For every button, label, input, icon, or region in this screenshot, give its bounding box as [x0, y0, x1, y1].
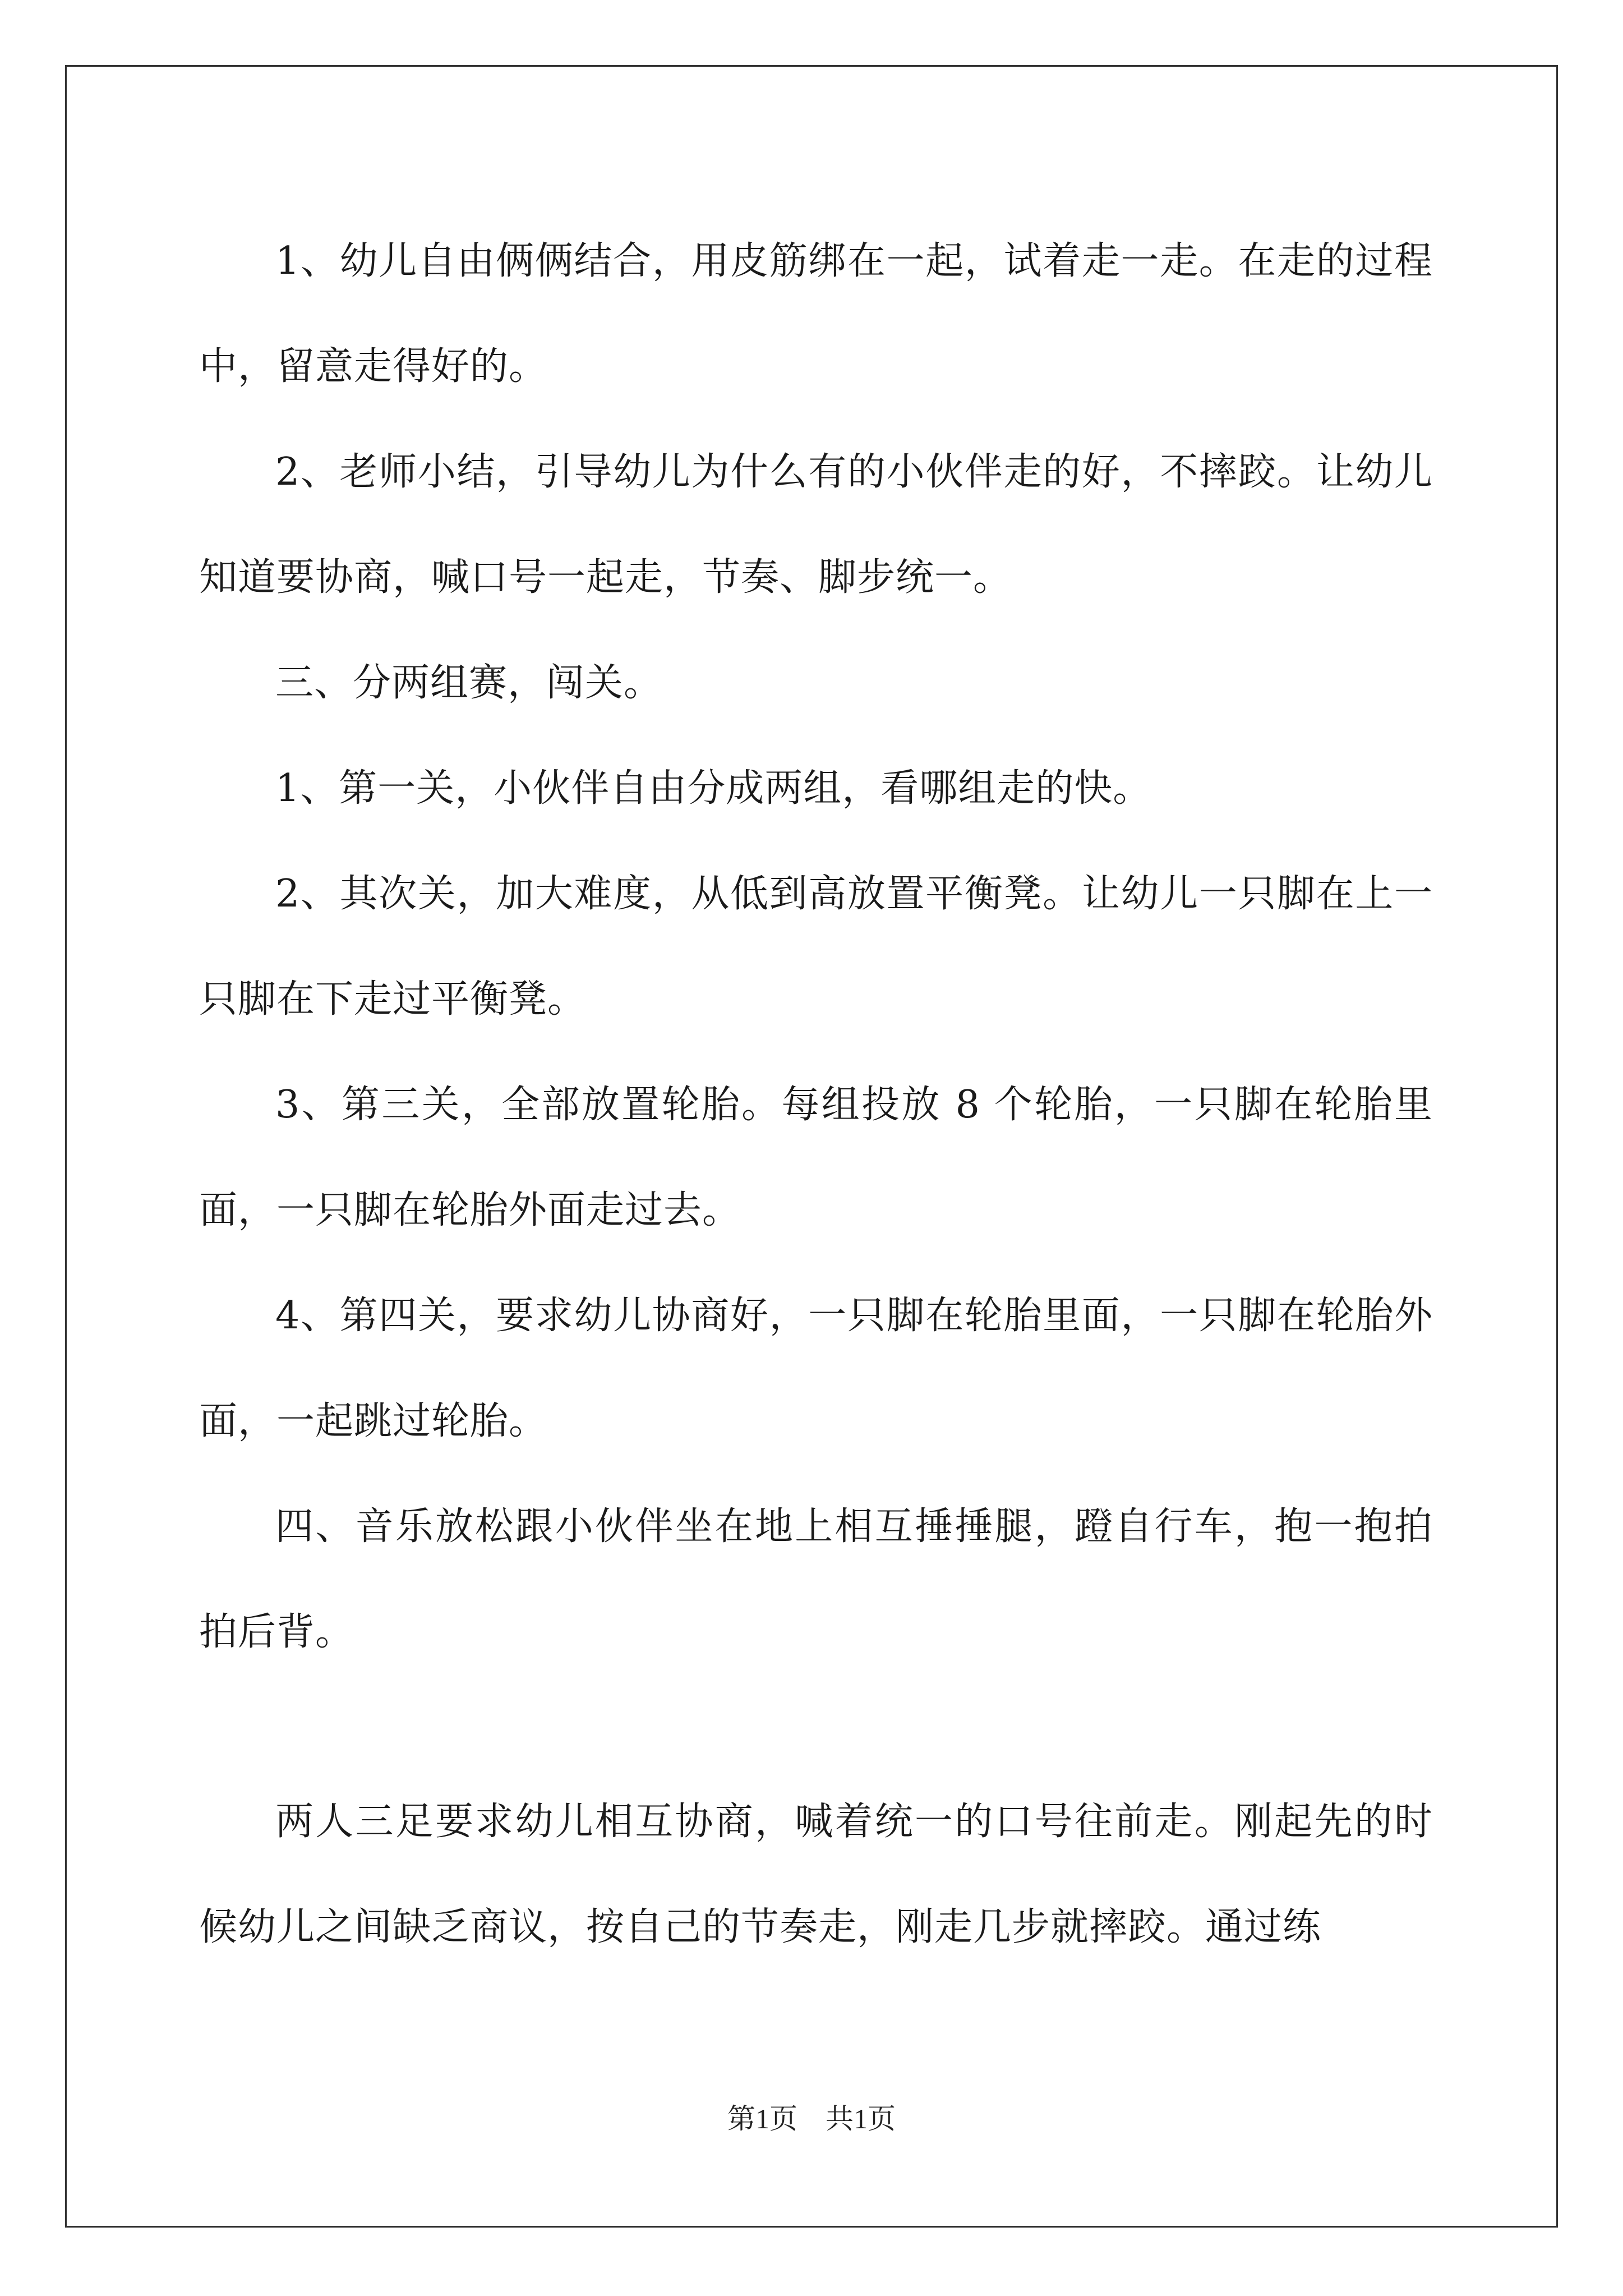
paragraph: 1、第一关，小伙伴自由分成两组，看哪组走的快。 — [275, 766, 1152, 811]
section-gap — [199, 1685, 1433, 1769]
paragraph: 两人三足要求幼儿相互协商，喊着统一的口号往前走。刚起先的时候幼儿之间缺乏商议，按自己的节奏走，刚走几步就摔跤。通过练 — [199, 1800, 1433, 1949]
paragraph: 3、第三关，全部放置轮胎。每组投放 8 个轮胎，一只脚在轮胎里面，一只脚在轮胎外面走过去。 — [199, 1083, 1433, 1232]
paragraph: 2、老师小结，引导幼儿为什么有的小伙伴走的好，不摔跤。让幼儿知道要协商，喊口号一起走，节奏、脚步统一。 — [199, 450, 1433, 600]
paragraph: 4、第四关，要求幼儿协商好，一只脚在轮胎里面，一只脚在轮胎外面，一起跳过轮胎。 — [199, 1294, 1433, 1443]
paragraph: 1、幼儿自由俩俩结合，用皮筋绑在一起，试着走一走。在走的过程中，留意走得好的。 — [199, 239, 1433, 389]
paragraph: 2、其次关，加大难度，从低到高放置平衡凳。让幼儿一只脚在上一只脚在下走过平衡凳。 — [199, 872, 1433, 1022]
document-body — [199, 209, 1433, 1980]
paragraph: 三、分两组赛，闯关。 — [275, 661, 663, 705]
paragraph: 四、音乐放松跟小伙伴坐在地上相互捶捶腿，蹬自行车，抱一抱拍拍后背。 — [199, 1504, 1433, 1654]
page-footer — [0, 2096, 1623, 2137]
page-total: 共1页 — [826, 2103, 896, 2134]
page-number: 第1页 — [727, 2103, 797, 2134]
